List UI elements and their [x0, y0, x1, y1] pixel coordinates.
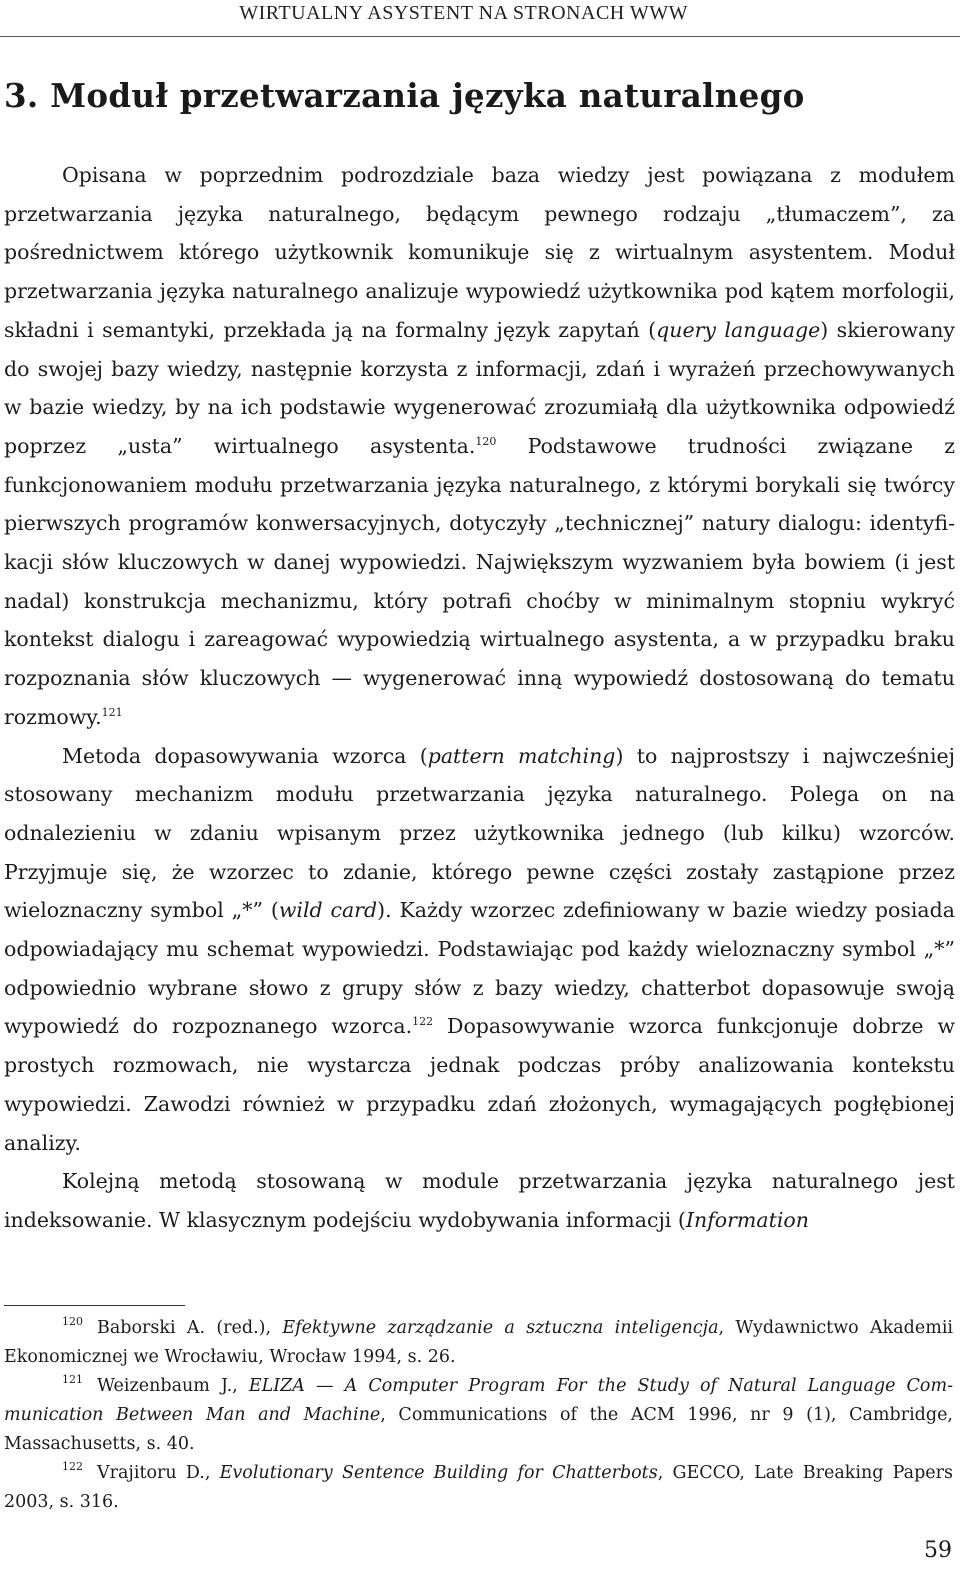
paragraph-1-text-a: Opisana w poprzednim podrozdziale baza wiedzy jest powiązana z modułem przetwarzania języka naturalnego, będącym pewnego rodzaju „tłumaczem”, za pośrednictwem którego użytkownik komunikuje się z wirtualnym asystentem. Moduł przetwarzania języka naturalnego analizuje wypowiedź użytkownika pod kątem morfologii, składni i semantyki, przekłada ją na formalny język zapytań (: [4, 163, 955, 342]
section-title: 3. Moduł przetwarzania języka naturalnego: [4, 76, 805, 115]
footnote-number: 122: [62, 1460, 83, 1473]
running-header-title: WIRTUALNY ASYSTENT NA STRONACH WWW: [239, 2, 688, 24]
paragraph-2: [4, 737, 955, 1163]
footnote-text: Weizenbaum J.,: [97, 1376, 249, 1396]
footnote-number: 121: [62, 1373, 83, 1386]
footnote-122: [4, 1459, 953, 1517]
footnote-title: ELIZA — A Computer Program For the Study of Natural Language Communication Between Man and Machine: [4, 1376, 953, 1425]
footnote-title: Efektywne zarządzanie a sztuczna inteligencja: [282, 1318, 719, 1338]
page-number: 59: [924, 1538, 952, 1563]
footnote-text: , GECCO, Late Breaking Papers 2003, s. 316.: [4, 1463, 953, 1512]
footnote-text: Vrajitoru D.,: [97, 1463, 220, 1483]
paragraph-2-text-d: Dopasowywanie wzorca funkcjonuje dobrze w prostych rozmowach, nie wystarcza jednak podczas próby analizowania kontekstu wypowiedzi. Zawodzi również w przypadku zdań złożonych, wymagających pogłębionej analizy.: [4, 1014, 955, 1155]
paragraph-1-text-b: ) skierowany do swojej bazy wiedzy, następnie korzysta z informacji, zdań i wyrażeń przechowywanych w bazie wiedzy, by na ich podstawie wygenerować zrozumiałą dla użytkownika odpowiedź poprzez „usta” wirtualnego asystenta.: [4, 317, 956, 458]
footnote-text: , Wydawnictwo Akademii Ekonomicznej we Wrocławiu, Wrocław 1994, s. 26.: [4, 1318, 954, 1367]
footnote-120: [4, 1314, 953, 1372]
footnote-ref-120: 120: [475, 434, 497, 448]
running-header: [0, 0, 960, 37]
term-pattern-matching: pattern matching: [427, 743, 616, 768]
paragraph-1-text-c: Podstawowe trudności związane z funkcjonowaniem modułu przetwarzania języka naturalnego, z którymi borykali się twórcy pierwszych programów konwersacyjnych, dotyczyły „technicznej” natury dialogu: identyfikacji słów kluczowych w danej wypowiedzi. Największym wyzwaniem była bowiem (i jest nadal) konstrukcja mechanizmu, który potrafi choćby w minimalnym stopniu wykryć kontekst dialogu i zareagować wypowiedzią wirtualnego asystenta, a w przypadku braku rozpoznania słów kluczowych — wygenerować inną wypowiedź dostosowaną do tematu rozmowy.: [4, 433, 955, 729]
term-information: Information: [685, 1207, 809, 1232]
paragraph-2-text-a: Metoda dopasowywania wzorca (: [62, 743, 428, 768]
footnote-text: , Communications of the ACM 1996, nr 9 (1), Cambridge, Massachusetts, s. 40.: [4, 1405, 953, 1454]
paragraph-2-text-c: ). Każdy wzorzec zdefiniowany w bazie wiedzy posiada odpowiadający mu schemat wypowiedzi. Podstawiając pod każdy wieloznaczny symbol „*” odpowiednio wybrane słowo z grupy słów z bazy wiedzy, chatterbot dopasowuje swoją wypowiedź do rozpoznanego wzorca.: [4, 898, 955, 1039]
body-text: [4, 156, 955, 1240]
term-wild-card: wild card: [278, 898, 378, 923]
footnote-divider: [4, 1305, 185, 1306]
paragraph-3-text-a: Kolejną metodą stosowaną w module przetwarzania języka naturalnego jest indeksowanie. W klasycznym podejściu wydobywania informacji (: [4, 1169, 955, 1232]
paragraph-1: [4, 156, 955, 737]
footnote-text: Baborski A. (red.),: [97, 1318, 283, 1338]
term-query-language: query language: [656, 317, 821, 342]
paragraph-3: [4, 1162, 955, 1239]
paragraph-2-text-b: ) to najprostszy i najwcześniej stosowany mechanizm modułu przetwarzania języka naturalnego. Polega on na odnalezieniu w zdaniu wpisanym przez użytkownika jednego (lub kilku) wzorców. Przyjmuje się, że wzorzec to zdanie, którego pewne części zostały zastąpione przez wieloznaczny symbol „*” (: [4, 743, 956, 923]
footnote-number: 120: [62, 1315, 83, 1328]
footnote-121: [4, 1372, 953, 1459]
footnote-ref-121: 121: [101, 705, 123, 719]
footnotes: [4, 1314, 953, 1517]
footnote-ref-122: 122: [412, 1015, 434, 1029]
footnote-title: Evolutionary Sentence Building for Chatterbots: [219, 1463, 658, 1483]
